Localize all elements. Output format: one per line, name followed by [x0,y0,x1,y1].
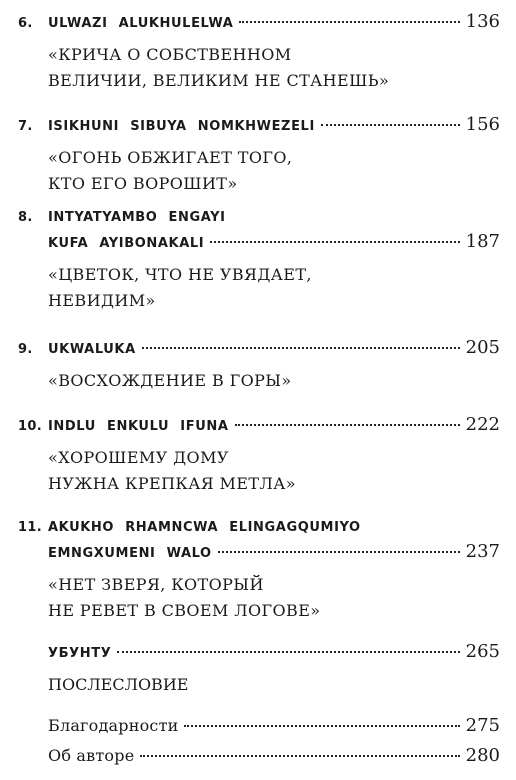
epigraph-line: НЕ РЕВЕТ В СВОЕМ ЛОГОВЕ» [48,601,321,620]
dot-leader [235,424,460,426]
chapter-title: ULWAZI ALUKHULELWA [48,16,234,31]
toc-entry-about-author[interactable] [48,744,500,768]
toc-entry-11[interactable] [18,516,500,624]
chapter-number: 6. [18,16,33,31]
epigraph-line: «КРИЧА О СОБСТВЕННОМ [48,45,292,64]
toc-heading [18,10,500,34]
chapter-number: 10. [18,419,42,434]
chapter-epigraph [48,572,500,624]
epigraph-line: «ОГОНЬ ОБЖИГАЕТ ТОГО, [48,148,293,167]
epigraph-line: ВЕЛИЧИИ, ВЕЛИКИМ НЕ СТАНЕШЬ» [48,71,390,90]
chapter-title: INTYATYAMBO ENGAYI [48,210,226,225]
toc-heading [18,413,500,437]
chapter-title: KUFA AYIBONAKALI [48,236,205,251]
page-number: 265 [465,641,500,662]
page-number: 237 [465,541,500,562]
back-matter-label: Об авторе [48,746,135,765]
chapter-epigraph [48,445,500,497]
chapter-title: UKWALUKA [48,342,136,357]
toc-entry-6[interactable] [18,10,500,94]
chapter-epigraph [48,42,500,94]
dot-leader [210,241,459,243]
chapter-number: 11. [18,520,42,535]
page-number: 205 [465,337,500,358]
page-number: 280 [465,745,500,766]
page-number: 275 [465,715,500,736]
epigraph-line: НЕВИДИМ» [48,291,156,310]
toc-heading [18,540,500,564]
epigraph-line: НУЖНА КРЕПКАЯ МЕТЛА» [48,474,296,493]
dot-leader [321,124,460,126]
toc-entry-8[interactable] [18,206,500,314]
dot-leader [239,21,459,23]
chapter-epigraph [48,145,500,197]
dot-leader [142,347,460,349]
epigraph-line: «ВОСХОЖДЕНИЕ В ГОРЫ» [48,371,292,390]
epigraph-line: КТО ЕГО ВОРОШИТ» [48,174,238,193]
chapter-epigraph [48,262,500,314]
chapter-number: 8. [18,210,33,225]
back-matter-label: Благодарности [48,716,179,735]
epigraph-line: «ХОРОШЕМУ ДОМУ [48,448,229,467]
epigraph-line: «ЦВЕТОК, ЧТО НЕ УВЯДАЕТ, [48,265,312,284]
toc-entry-10[interactable] [18,413,500,497]
page-number: 156 [465,114,500,135]
toc-entry-acknowledgements[interactable] [48,714,500,738]
dot-leader [140,755,459,757]
chapter-title: AKUKHO RHAMNCWA ELINGAGQUMIYO [48,520,361,535]
section-title: УБУНТУ [48,646,112,661]
dot-leader [218,551,460,553]
toc-heading [18,206,500,230]
toc-entry-7[interactable] [18,113,500,197]
toc-heading [18,113,500,137]
toc-entry-ubuntu[interactable] [48,640,500,698]
chapter-number: 9. [18,342,33,357]
epigraph-line: «НЕТ ЗВЕРЯ, КОТОРЫЙ [48,575,264,594]
chapter-title: ISIKHUNI SIBUYA NOMKHWEZELI [48,119,315,134]
page-number: 222 [465,414,500,435]
chapter-epigraph [48,368,500,394]
toc-heading [18,230,500,254]
toc-heading [48,640,500,664]
chapter-title: INDLU ENKULU IFUNA [48,419,229,434]
dot-leader [184,725,459,727]
dot-leader [117,651,459,653]
section-subtitle: ПОСЛЕСЛОВИЕ [48,675,189,694]
chapter-number: 7. [18,119,33,134]
toc-heading [18,516,500,540]
chapter-title: EMNGXUMENI WALO [48,546,212,561]
toc-entry-9[interactable] [18,336,500,394]
page-number: 187 [465,231,500,252]
page-number: 136 [465,11,500,32]
toc-heading [18,336,500,360]
